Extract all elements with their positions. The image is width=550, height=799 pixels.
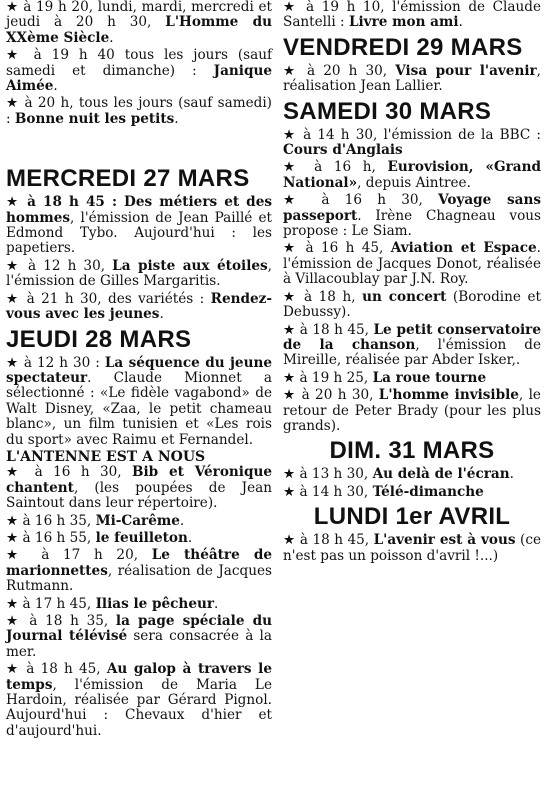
program-title: Au delà de l'écran — [372, 466, 510, 483]
program-title: Au galop à travers le temps — [6, 661, 272, 693]
listing-text: sera consacrée à la mer. — [6, 628, 272, 660]
program-title: Cours d'Anglais — [283, 142, 403, 159]
listing-entry — [6, 597, 272, 612]
program-title: le feuilleton — [95, 529, 188, 546]
wednesday-listings — [6, 195, 272, 322]
right-top-listings — [283, 0, 541, 31]
day-heading-sunday: DIM. 31 MARS — [329, 437, 495, 465]
listing-text: ★ — [6, 194, 28, 211]
listing-entry — [6, 465, 272, 511]
day-heading-monday: LUNDI 1er AVRIL — [313, 503, 511, 531]
program-title: Bonne nuit les petits — [14, 110, 175, 127]
friday-listings — [283, 64, 541, 95]
listing-text: ★ à 16 h 45, — [283, 240, 391, 257]
saturday-listings — [283, 128, 541, 435]
listing-text: (ce n'est pas un poisson d'avril !...) — [283, 532, 541, 564]
listing-entry — [6, 96, 272, 127]
listing-text: , l'émission de Jean Paillé et Edmond Tybo. Aujourd'hui : les papetiers. — [6, 209, 272, 257]
program-title: L'homme invisible — [378, 387, 519, 404]
listing-text: ★ à 16 h, — [283, 159, 388, 176]
listing-text: ★ à 17 h 20, — [6, 547, 152, 564]
listing-text: . — [509, 466, 514, 483]
listing-text: ★ à 18 h 45, — [6, 661, 107, 678]
program-title: Livre mon ami — [348, 14, 459, 31]
listing-text: . — [179, 512, 185, 529]
listing-text: (Borodine et Debussy). — [283, 288, 541, 321]
listing-entry — [283, 128, 541, 159]
listing-text: , l'émission de Maria Le Hardoin, réalisée par Gérard Pignol. Aujourd'hui : Chevaux d'hier et d'aujourd'hui. — [6, 676, 272, 739]
listing-text: , l'émission de Gilles Margaritis. — [6, 257, 272, 290]
listing-text: ★ à 19 h 10, l'émission de Claude Santelli : — [283, 0, 541, 31]
listing-entry — [283, 193, 541, 239]
listing-text: . — [53, 78, 58, 95]
listing-text: . Claude Mionnet a sélectionné : «Le fidèle vagabond» de Walt Disney, «Zaa, le petit chameau blanc», un film tunisien et «Les rois du sport» avec Raimu et Fernandel. — [6, 369, 272, 448]
listing-text: ★ à 21 h 30, des variétés : — [6, 290, 211, 307]
thursday-listings — [6, 356, 272, 448]
listing-entry — [283, 485, 541, 500]
listing-entry — [6, 514, 272, 529]
listing-text: ★ à 20 h 30, — [283, 387, 379, 404]
listing-entry — [6, 292, 272, 323]
day-heading-thursday: JEUDI 28 MARS — [6, 325, 192, 353]
program-title: Ilias le pêcheur — [95, 595, 215, 612]
listing-text: , le retour de Peter Brady (pour les plus grands). — [283, 387, 541, 434]
listing-entry — [6, 48, 272, 94]
program-title: Mi-Carême — [95, 512, 180, 529]
listing-entry — [283, 64, 541, 95]
listing-entry — [283, 371, 541, 386]
program-title: Visa pour l'avenir — [395, 62, 537, 79]
left-top-listings — [6, 0, 272, 127]
program-title: L'Homme du XXème Siècle — [6, 14, 272, 46]
listing-entry — [283, 160, 541, 191]
listing-text: ★ à 16 h 55, — [6, 529, 96, 546]
program-title: Télé-dimanche — [372, 483, 484, 500]
program-title: la page spéciale du Journal télévisé — [6, 613, 272, 645]
listing-text: . — [187, 529, 193, 546]
right-column — [283, 0, 541, 566]
listing-entry — [283, 323, 541, 369]
listing-text: ★ à 18 h 35, — [6, 613, 116, 629]
listing-entry — [283, 467, 541, 482]
day-heading-saturday: SAMEDI 30 MARS — [283, 97, 492, 125]
listing-text: . — [159, 306, 164, 323]
listing-entry — [6, 662, 272, 739]
listing-text: , (les poupées de Jean Saintout dans leur répertoire). — [6, 479, 272, 512]
listing-entry — [6, 356, 272, 448]
listing-text: ★ à 16 h 35, — [6, 512, 96, 529]
listing-entry — [283, 0, 541, 31]
program-title: La roue tourne — [372, 369, 487, 386]
listing-text: ★ à 14 h 30, l'émission de la BBC : — [283, 126, 541, 143]
listing-text: . — [214, 595, 219, 612]
listing-entry — [6, 0, 272, 46]
listing-entry — [6, 531, 272, 546]
listing-text: ★ à 13 h 30, — [283, 466, 373, 483]
program-title: Janique Aimée — [6, 62, 272, 95]
listing-text: ★ à 19 h 40 tous les jours (sauf samedi et dimanche) : — [6, 47, 272, 79]
listing-text: , réalisation Jean Lallier. — [283, 62, 541, 95]
program-title: La piste aux étoiles — [112, 257, 268, 274]
listing-text: ★ à 18 h 45, — [283, 321, 374, 338]
monday-listings — [283, 533, 541, 564]
listing-text: , l'émission de Mireille, réalisée par Abder Isker,. — [283, 336, 541, 369]
listing-entry — [283, 241, 541, 287]
program-title: La séquence du jeune spectateur — [6, 354, 272, 386]
listing-text: ★ à 12 h 30, — [6, 257, 113, 274]
listing-entry — [283, 533, 541, 564]
listing-text: ★ à 19 h 25, — [283, 369, 373, 386]
listing-text: ★ à 19 h 20, lundi, mardi, mercredi et jeudi à 20 h 30, — [6, 0, 272, 31]
listing-text: ★ à 17 h 45, — [6, 595, 96, 612]
listing-text: ★ à 14 h 30, — [283, 483, 373, 500]
program-title: à 18 h 45 : Des métiers et des hommes — [6, 194, 272, 226]
listing-entry — [6, 548, 272, 594]
listing-text: , depuis Aintree. — [357, 174, 471, 191]
thursday-antenne-listings — [6, 465, 272, 739]
listing-text: . — [109, 29, 114, 46]
listing-text: ★ à 16 h 30, — [283, 192, 439, 209]
sunday-listings — [283, 467, 541, 500]
listing-entry — [6, 195, 272, 257]
listing-entry — [6, 614, 272, 660]
program-title: un concert — [362, 288, 447, 305]
program-title: Bib et Véronique chantent — [6, 464, 272, 496]
listing-text: . l'émission de Jacques Donot, réalisée à Villacoublay par J.N. Roy. — [283, 240, 541, 288]
day-heading-wednesday: MERCREDI 27 MARS — [6, 165, 250, 193]
listing-text: ★ à 20 h 30, — [283, 62, 396, 79]
left-column — [6, 0, 272, 741]
listing-text: ★ à 12 h 30 : — [6, 354, 105, 371]
section-heading-antenne: L'ANTENNE EST A NOUS — [6, 448, 206, 465]
listing-text: , réalisation de Jacques Rutmann. — [6, 562, 272, 595]
listing-text: . — [458, 14, 463, 31]
listing-text: ★ à 20 h, tous les jours (sauf samedi) : — [6, 95, 272, 127]
program-title: Voyage sans passeport — [283, 192, 541, 224]
listing-entry — [283, 290, 541, 321]
program-title: Le petit conservatoire de la chanson — [283, 321, 541, 353]
program-title: Le théâtre de marionnettes — [6, 547, 272, 579]
listing-entry — [6, 259, 272, 290]
listing-text: . Irène Chagneau vous propose : Le Siam. — [283, 207, 541, 240]
listing-text: ★ à 16 h 30, — [6, 464, 133, 481]
program-title: Eurovision, «Grand National» — [283, 159, 542, 191]
program-title: Aviation et Espace — [390, 240, 537, 257]
program-title: L'avenir est à vous — [373, 532, 516, 549]
listing-text: ★ à 18 h, — [283, 288, 363, 305]
day-heading-friday: VENDREDI 29 MARS — [283, 33, 523, 61]
listing-text: . — [174, 110, 179, 127]
program-title: Rendez-vous avec les jeunes — [6, 290, 272, 323]
listing-entry — [283, 388, 541, 434]
listing-text: ★ à 18 h 45, — [283, 532, 374, 549]
